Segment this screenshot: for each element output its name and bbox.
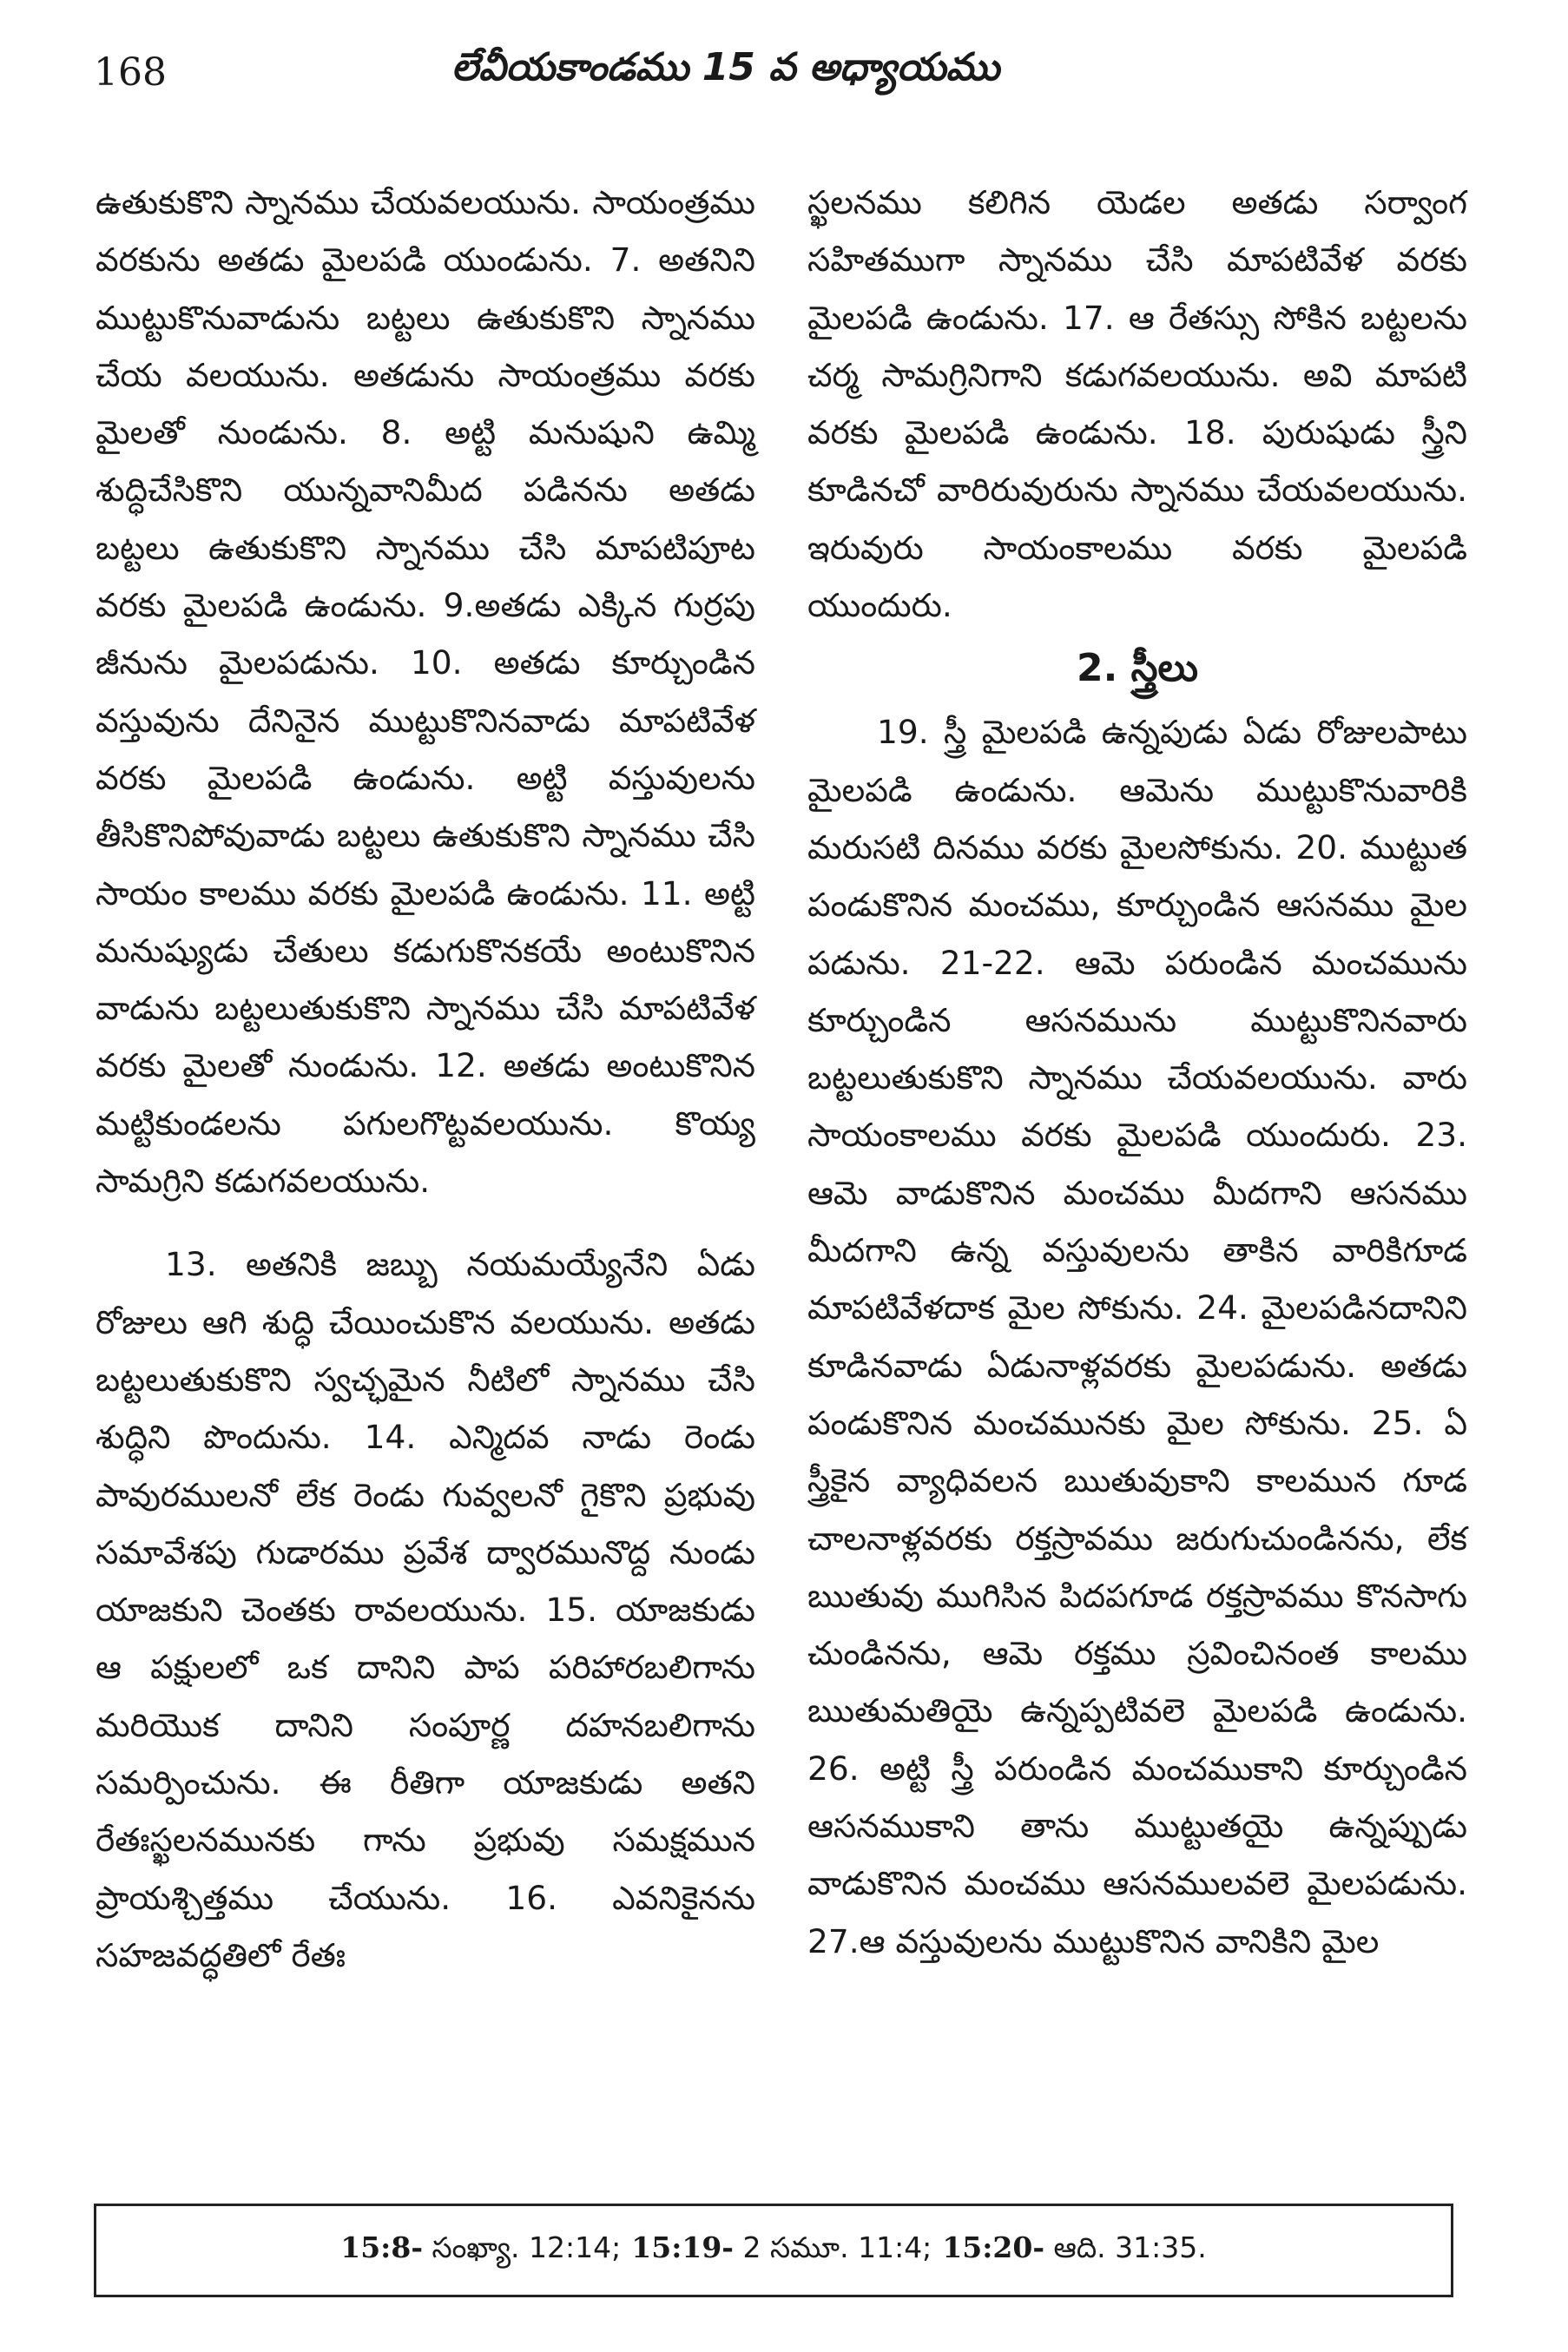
footnote-text: సంఖ్యా. 12:14; (423, 2230, 622, 2264)
footnote-item (340, 2230, 621, 2271)
paragraph: 13. అతనికి జబ్బు నయమయ్యేనేని ఏడు రోజులు ఆగి శుద్ధి చేయించుకొన వలయును. అతడు బట్టలుతుకుకొని స్వచ్ఛమైన నీటిలో స్నానము చేసి శుద్ధిని పొందును. 14. ఎన్మిదవ నాడు రెండు పావురములనో లేక రెండు గువ్వలనో గైకొని ప్రభువు సమావేశపు గుడారము ప్రవేశ ద్వారమునొద్ద నుండు యాజకుని చెంతకు రావలయును. 15. యాజకుడు ఆ పక్షులలో ఒక దానిని పాప పరిహారబలిగాను మరియొక దానిని సంపూర్ణ దహనబలిగాను సమర్పించును. ఈ రీతిగా యాజకుడు అతని రేతఃస్ఖలనమునకు గాను ప్రభువు సమక్షమున ప్రాయశ్చిత్తము చేయును. 16. ఎవనికైనను సహజవద్ధతిలో రేతః (96, 1245, 755, 1974)
running-title: లేవీయకాండము 15 వ అధ్యాయము (451, 45, 1000, 89)
paragraph: ఉతుకుకొని స్నానము చేయవలయును. సాయంత్రము వరకును అతడు మైలపడి యుండును. 7. అతనిని ముట్టుకొనువాడును బట్టలు ఉతుకుకొని స్నానము చేయ వలయును. అతడును సాయంత్రము వరకు మైలతో నుండును. 8. అట్టి మనుషుని ఉమ్మి శుద్ధిచేసికొని యున్నవానిమీద పడినను అతడు బట్టలు ఉతుకుకొని స్నానము చేసి మాపటిపూట వరకు మైలపడి ఉండును. 9.అతడు ఎక్కిన గుర్రపు జీనును మైలపడును. 10. అతడు కూర్చుండిన వస్తువును దేనినైన ముట్టుకొనినవాడు మాపటివేళ వరకు మైలపడి ఉండును. అట్టి వస్తువులను తీసికొనిపోవువాడు బట్టలు ఉతుకుకొని స్నానము చేసి సాయం కాలము వరకు మైలపడి ఉండును. 11. అట్టి మనుష్యుడు చేతులు కడుగుకొనకయే అంటుకొనిన వాడును బట్టలుతుకుకొని స్నానము చేసి మాపటివేళ వరకు మైలతో నుండును. 12. అతడు అంటుకొనిన మట్టికుండలను పగులగొట్టవలయును. కొయ్య సామగ్రిని కడుగవలయును. (96, 183, 755, 1201)
footnote-item (631, 2230, 932, 2271)
right-column (807, 174, 1467, 1970)
footnote-box (94, 2204, 1453, 2297)
footnote-ref: 15:19- (631, 2230, 734, 2264)
footnote-text: 2 సమూ. 11:4; (734, 2230, 932, 2264)
page-number: 168 (94, 50, 167, 95)
footnote-ref: 15:20- (942, 2230, 1045, 2264)
left-column (96, 174, 755, 1984)
paragraph: 19. స్త్రీ మైలపడి ఉన్నపుడు ఏడు రోజులపాటు మైలపడి ఉండును. ఆమెను ముట్టుకొనువారికి మరుసటి దినము వరకు మైలసోకును. 20. ముట్టుత పండుకొనిన మంచము, కూర్చుండిన ఆసనము మైల పడును. 21-22. ఆమె పరుండిన మంచమును కూర్చుండిన ఆసనమును ముట్టుకొనినవారు బట్టలుతుకుకొని స్నానము చేయవలయును. వారు సాయంకాలము వరకు మైలపడి యుందురు. 23. ఆమె వాడుకొనిన మంచము మీదగాని ఆసనము మీదగాని ఉన్న వస్తువులను తాకిన వారికిగూడ మాపటివేళదాక మైల సోకును. 24. మైలపడినదానిని కూడినవాడు ఏడునాళ్లవరకు మైలపడును. అతడు పండుకొనిన మంచమునకు మైల సోకును. 25. ఏ స్త్రీకైన వ్యాధివలన ఋతువుకాని కాలమున గూడ చాలనాళ్లవరకు రక్తస్రావము జరుగుచుండినను, లేక ఋతువు ముగిసిన పిదపగూడ రక్తస్రావము కొనసాగు చుండినను, ఆమె రక్తము స్రవించినంత కాలము ఋతుమతియై ఉన్నప్పటివలె మైలపడి ఉండును. 26. అట్టి స్త్రీ పరుండిన మంచముకాని కూర్చుండిన ఆసనముకాని తాను ముట్టుతయై ఉన్నప్పుడు వాడుకొనిన మంచము ఆసనములవలె మైలపడును. 27.ఆ వస్తువులను ముట్టుకొనిన వానికిని మైల (807, 713, 1467, 1960)
footnote-item (942, 2230, 1206, 2271)
section-heading: 2. స్త్రీలు (1077, 646, 1198, 691)
footnote-text: ఆది. 31:35. (1044, 2230, 1207, 2264)
footnote-ref: 15:8- (340, 2230, 424, 2264)
paragraph: స్ఖలనము కలిగిన యెడల అతడు సర్వాంగ సహితముగా స్నానము చేసి మాపటివేళ వరకు మైలపడి ఉండును. 17. ఆ రేతస్సు సోకిన బట్టలను చర్మ సామగ్రినిగాని కడుగవలయును. అవి మాపటి వరకు మైలపడి ఉండును. 18. పురుషుడు స్త్రీని కూడినచో వారిరువురును స్నానము చేయవలయును. ఇరువురు సాయంకాలము వరకు మైలపడి యుందురు. (807, 183, 1467, 625)
